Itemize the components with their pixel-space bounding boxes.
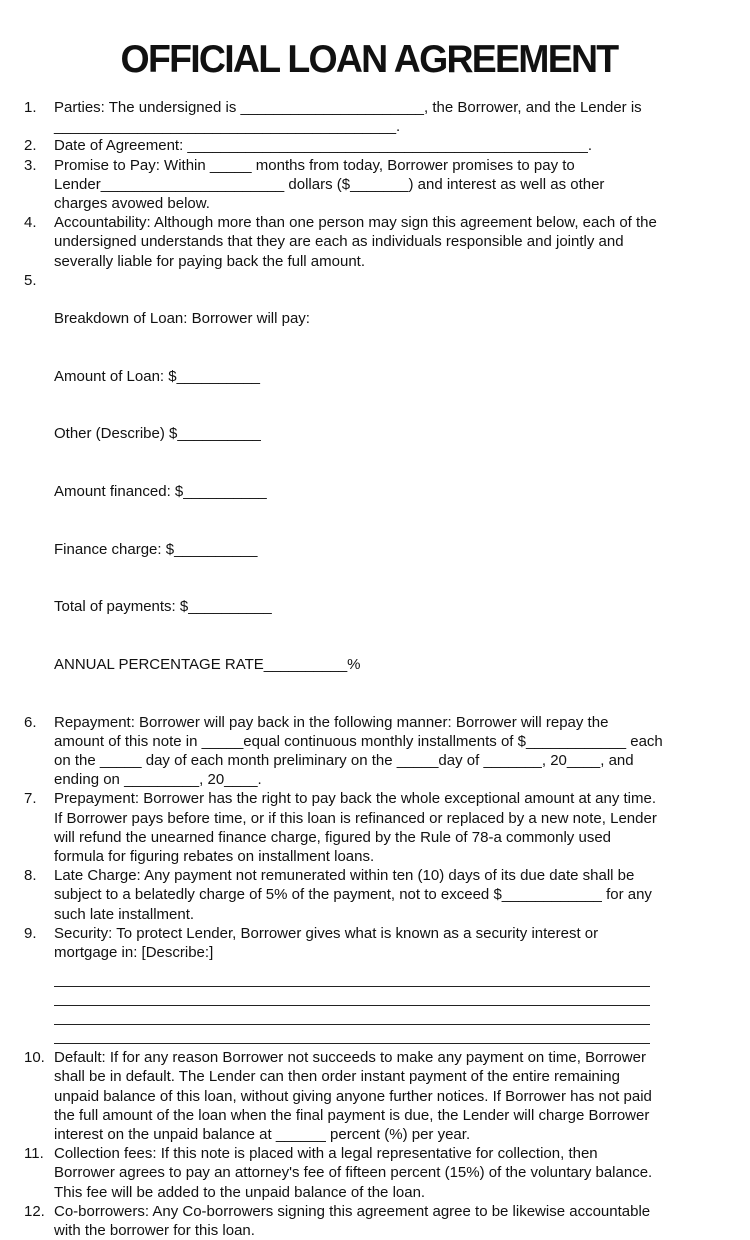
clause-co-borrowers (24, 1202, 714, 1240)
clause-text: Default: If for any reason Borrower not succeeds to make any payment on time, Borrower shall be in default. The Lender can then order instant payment of the entire remaining unpaid balance of this loan, without giving anyone further notices. If Borrower has not paid the full amount of the loan when the final payment is due, the Lender will charge Borrower interest on the unpaid balance at ______ percent (%) per year. (54, 1049, 652, 1143)
security-blank-line (54, 1025, 650, 1044)
breakdown-heading: Breakdown of Loan: Borrower will pay: (54, 310, 310, 328)
clause-number: 5. (24, 271, 37, 289)
breakdown-total-payments: Total of payments: $__________ (54, 598, 272, 616)
clause-text: Co-borrowers: Any Co-borrowers signing this agreement agree to be likewise accountable with the borrower for this loan. (54, 1202, 651, 1239)
clause-promise-to-pay (24, 156, 714, 214)
clause-text: Repayment: Borrower will pay back in the following manner: Borrower will repay the amount of this note in _____equal continuous monthly installments of $____________ each on the _____ day of each month preliminary on the _____day of _______, 20____, and ending on _________, 20____. (54, 713, 663, 789)
clause-security (24, 924, 714, 962)
clause-text: Security: To protect Lender, Borrower gives what is known as a security interest or mortgage in: [Describe:] (54, 924, 599, 961)
clause-prepayment (24, 789, 714, 866)
clause-late-charge (24, 866, 714, 924)
clause-number: 4. (24, 214, 37, 232)
clause-number: 6. (24, 713, 37, 731)
clause-default (24, 1048, 714, 1144)
clause-text: Parties: The undersigned is ______________________, the Borrower, and the Lender is _________________________________________. (54, 99, 642, 136)
security-blank-line (54, 1006, 650, 1025)
breakdown-finance-charge: Finance charge: $__________ (54, 540, 258, 558)
clause-number: 11. (24, 1145, 44, 1163)
breakdown-other: Other (Describe) $__________ (54, 425, 261, 443)
clause-accountability (24, 213, 714, 271)
breakdown-amount-financed: Amount financed: $__________ (54, 483, 267, 501)
clause-collection-fees (24, 1144, 714, 1202)
clause-number: 9. (24, 924, 37, 942)
clause-text: Collection fees: If this note is placed with a legal representative for collection, then Borrower agrees to pay an attorney's fee of fifteen percent (15%) of the voluntary balance. This fee will be added to the unpaid balance of the loan. (54, 1145, 653, 1201)
clause-number: 10. (24, 1049, 45, 1067)
clause-text: Accountability: Although more than one person may sign this agreement below, each of the undersigned understands that they are each as individuals responsible and jointly and severally liable for paying back the full amount. (54, 214, 657, 270)
clause-text: Late Charge: Any payment not remunerated within ten (10) days of its due date shall be subject to a belatedly charge of 5% of the payment, not to exceed $____________ for any such late installment. (54, 867, 652, 923)
clause-date (24, 136, 714, 155)
security-blank-line (54, 968, 650, 987)
clause-number: 2. (24, 137, 37, 155)
security-blank-line (54, 987, 650, 1006)
document-title: OFFICIAL LOAN AGREEMENT (120, 38, 618, 81)
clause-number: 8. (24, 867, 37, 885)
clause-repayment (24, 713, 714, 790)
clause-breakdown (24, 271, 714, 713)
clause-number: 12. (24, 1202, 45, 1220)
clause-text (54, 271, 714, 713)
clause-number: 7. (24, 790, 37, 808)
clause-text: Date of Agreement: ________________________________________________. (54, 137, 593, 155)
clause-number: 1. (24, 99, 37, 116)
clause-parties (24, 98, 714, 136)
breakdown-amount-of-loan: Amount of Loan: $__________ (54, 367, 261, 385)
clause-text: Promise to Pay: Within _____ months from today, Borrower promises to pay to Lender______________________ dollars ($_______) and interest as well as other charges avowed below. (54, 156, 605, 213)
clause-text: Prepayment: Borrower has the right to pay back the whole exceptional amount at any time. If Borrower pays before time, or if this loan is refinanced or replaced by a new note, Lender will refund the unearned finance charge, figured by the Rule of 78-a commonly used formula for figuring rebates on installment loans. (54, 790, 657, 865)
clause-number: 3. (24, 156, 37, 174)
breakdown-apr: ANNUAL PERCENTAGE RATE__________% (54, 655, 361, 673)
